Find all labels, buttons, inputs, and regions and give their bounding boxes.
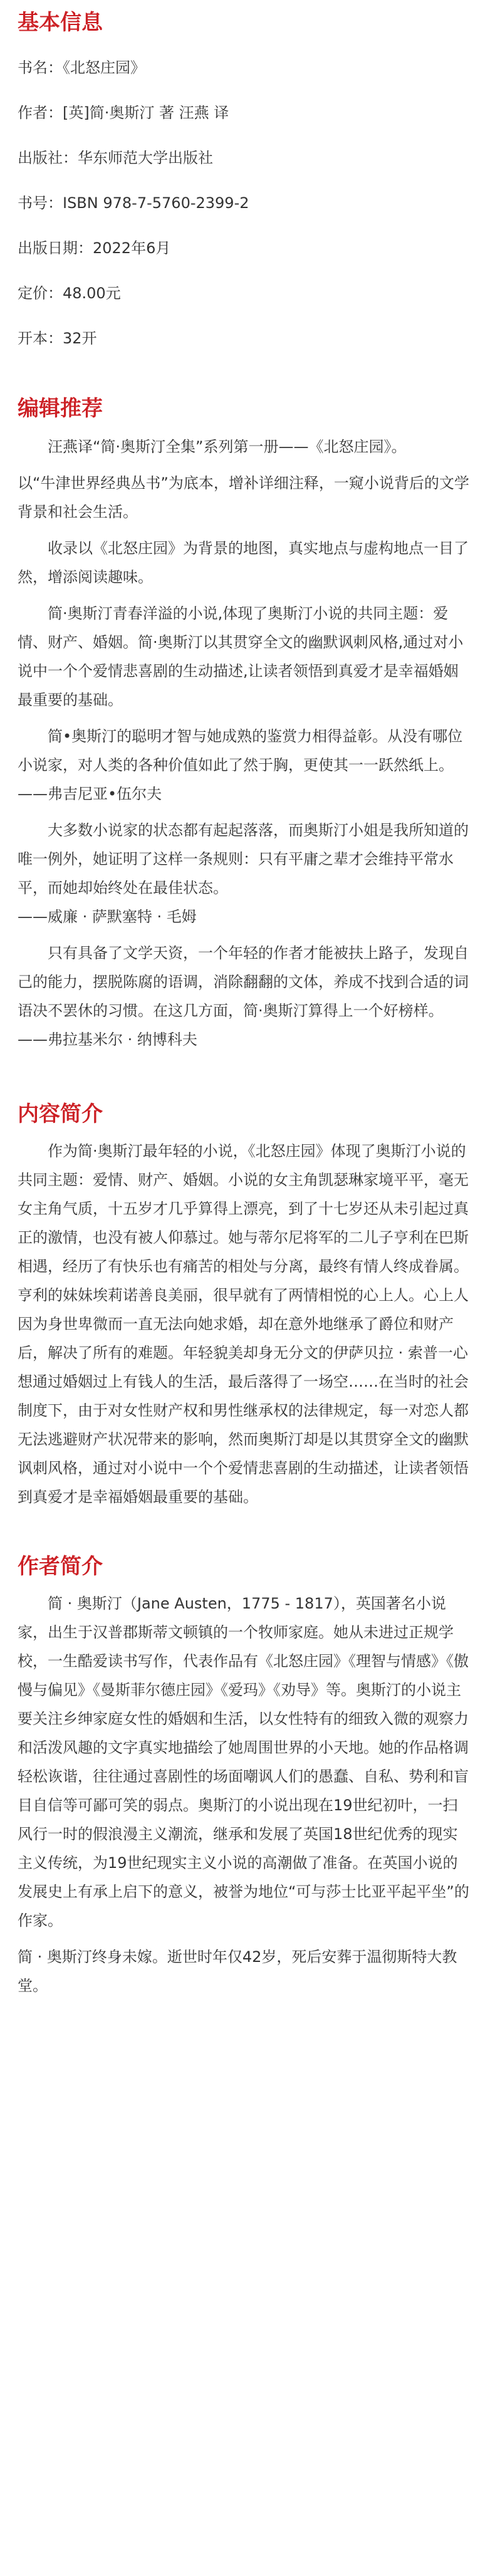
info-publisher: 出版社：华东师范大学出版社 (18, 149, 213, 167)
editor-recommendation-section (18, 350, 472, 1054)
summary-section (18, 1054, 472, 1511)
editor-paragraph: 以“牛津世界经典丛书”为底本，增补详细注释，一窥小说背后的文学背景和社会生活。 (18, 474, 469, 521)
editor-paragraph: 大多数小说家的状态都有起起落落，而奥斯汀小姐是我所知道的唯一例外，她证明了这样一条规则：只有平庸之辈才会维持平常水平，而她却始终处在最佳状态。 (18, 821, 469, 897)
author-paragraph: 简 · 奥斯汀（Jane Austen，1775 - 1817），英国著名小说家，出生于汉普郡斯蒂文顿镇的一个牧师家庭。她从未进过正规学校，一生酷爱读书写作，代表作品有《北怒庄园》《理智与情感》《傲慢与偏见》《曼斯菲尔德庄园》《爱玛》《劝导》等。奥斯汀的小说主要关注乡绅家庭女性的婚姻和生活，以女性特有的细致入微的观察力和活泼风趣的文字真实地描绘了她周围世界的小天地。她的作品格调轻松诙谐，往往通过喜剧性的场面嘲讽人们的愚蠢、自私、势利和盲目自信等可鄙可笑的弱点。奥斯汀的小说出现在19世纪初叶，一扫风行一时的假浪漫主义潮流，继承和发展了英国18世纪优秀的现实主义传统，为19世纪现实主义小说的高潮做了准备。在英国小说的发展史上有承上启下的意义，被誉为地位“可与莎士比亚平起平坐”的作家。 (18, 1595, 469, 1929)
info-pub-date: 出版日期：2022年6月 (18, 239, 171, 257)
quote-attribution-maugham: ——威廉 · 萨默塞特 · 毛姆 (18, 908, 197, 926)
editor-paragraph: 简•奥斯汀的聪明才智与她成熟的鉴赏力相得益彰。从没有哪位小说家，对人类的各种价值如此了然于胸，更使其一一跃然纸上。 (18, 727, 463, 774)
quote-attribution-nabokov: ——弗拉基米尔 · 纳博科夫 (18, 1031, 197, 1048)
info-book-title: 书名：《北怒庄园》 (18, 59, 145, 76)
editor-paragraph: 汪燕译“简·奥斯汀全集”系列第一册——《北怒庄园》。 (48, 438, 407, 456)
author-title: 作者简介 (18, 1554, 103, 1579)
info-author: 作者：[英]简·奥斯汀 著 汪燕 译 (18, 104, 229, 122)
editor-paragraph: 只有具备了文学天资，一个年轻的作者才能被扶上路子，发现自己的能力，摆脱陈腐的语调，消除翻翻的文体，养成不找到合适的词语决不罢休的习惯。在这几方面，简·奥斯汀算得上一个好榜样。 (18, 944, 469, 1019)
editor-paragraph: 简·奥斯汀青春洋溢的小说,体现了奥斯汀小说的共同主题：爱情、财产、婚姻。简·奥斯汀以其贯穿全文的幽默讽刺风格,通过对小说中一个个爱情悲喜剧的生动描述,让读者领悟到真爱才是幸福婚姻最重要的基础。 (18, 605, 464, 709)
basic-info-section (18, 0, 472, 350)
info-price: 定价：48.00元 (18, 284, 121, 302)
info-format: 开本：32开 (18, 330, 97, 347)
quote-attribution-woolf: ——弗吉尼亚•伍尔夫 (18, 785, 162, 803)
editor-recommendation-title: 编辑推荐 (18, 396, 103, 421)
info-isbn: 书号：ISBN 978-7-5760-2399-2 (18, 194, 249, 212)
author-section (18, 1511, 472, 2000)
basic-info-title: 基本信息 (18, 10, 103, 35)
summary-paragraph: 作为简·奥斯汀最年轻的小说，《北怒庄园》体现了奥斯汀小说的共同主题：爱情、财产、婚姻。小说的女主角凯瑟琳家境平平，毫无女主角气质，十五岁才几乎算得上漂亮，到了十七岁还从未引起过真正的激情，也没有被人仰慕过。她与蒂尔尼将军的二儿子亨利在巴斯相遇，经历了有快乐也有痛苦的相处与分离，最终有情人终成眷属。亨利的妹妹埃莉诺善良美丽，很早就有了两情相悦的心上人。心上人因为身世卑微而一直无法向她求婚，却在意外地继承了爵位和财产后，解决了所有的难题。年轻貌美却身无分文的伊萨贝拉 · 索普一心想通过婚姻过上有钱人的生活，最后落得了一场空……在当时的社会制度下，由于对女性财产权和男性继承权的法律规定，每一对恋人都无法逃避财产状况带来的影响，然而奥斯汀却是以其贯穿全文的幽默讽刺风格，通过对小说中一个个爱情悲喜剧的生动描述，让读者领悟到真爱才是幸福婚姻最重要的基础。 (18, 1142, 469, 1506)
summary-title: 内容简介 (18, 1102, 103, 1127)
editor-paragraph: 收录以《北怒庄园》为背景的地图，真实地点与虚构地点一目了然，增添阅读趣味。 (18, 540, 469, 586)
author-final-line: 简 · 奥斯汀终身未嫁。逝世时年仅42岁，死后安葬于温彻斯特大教堂。 (18, 1948, 457, 1995)
